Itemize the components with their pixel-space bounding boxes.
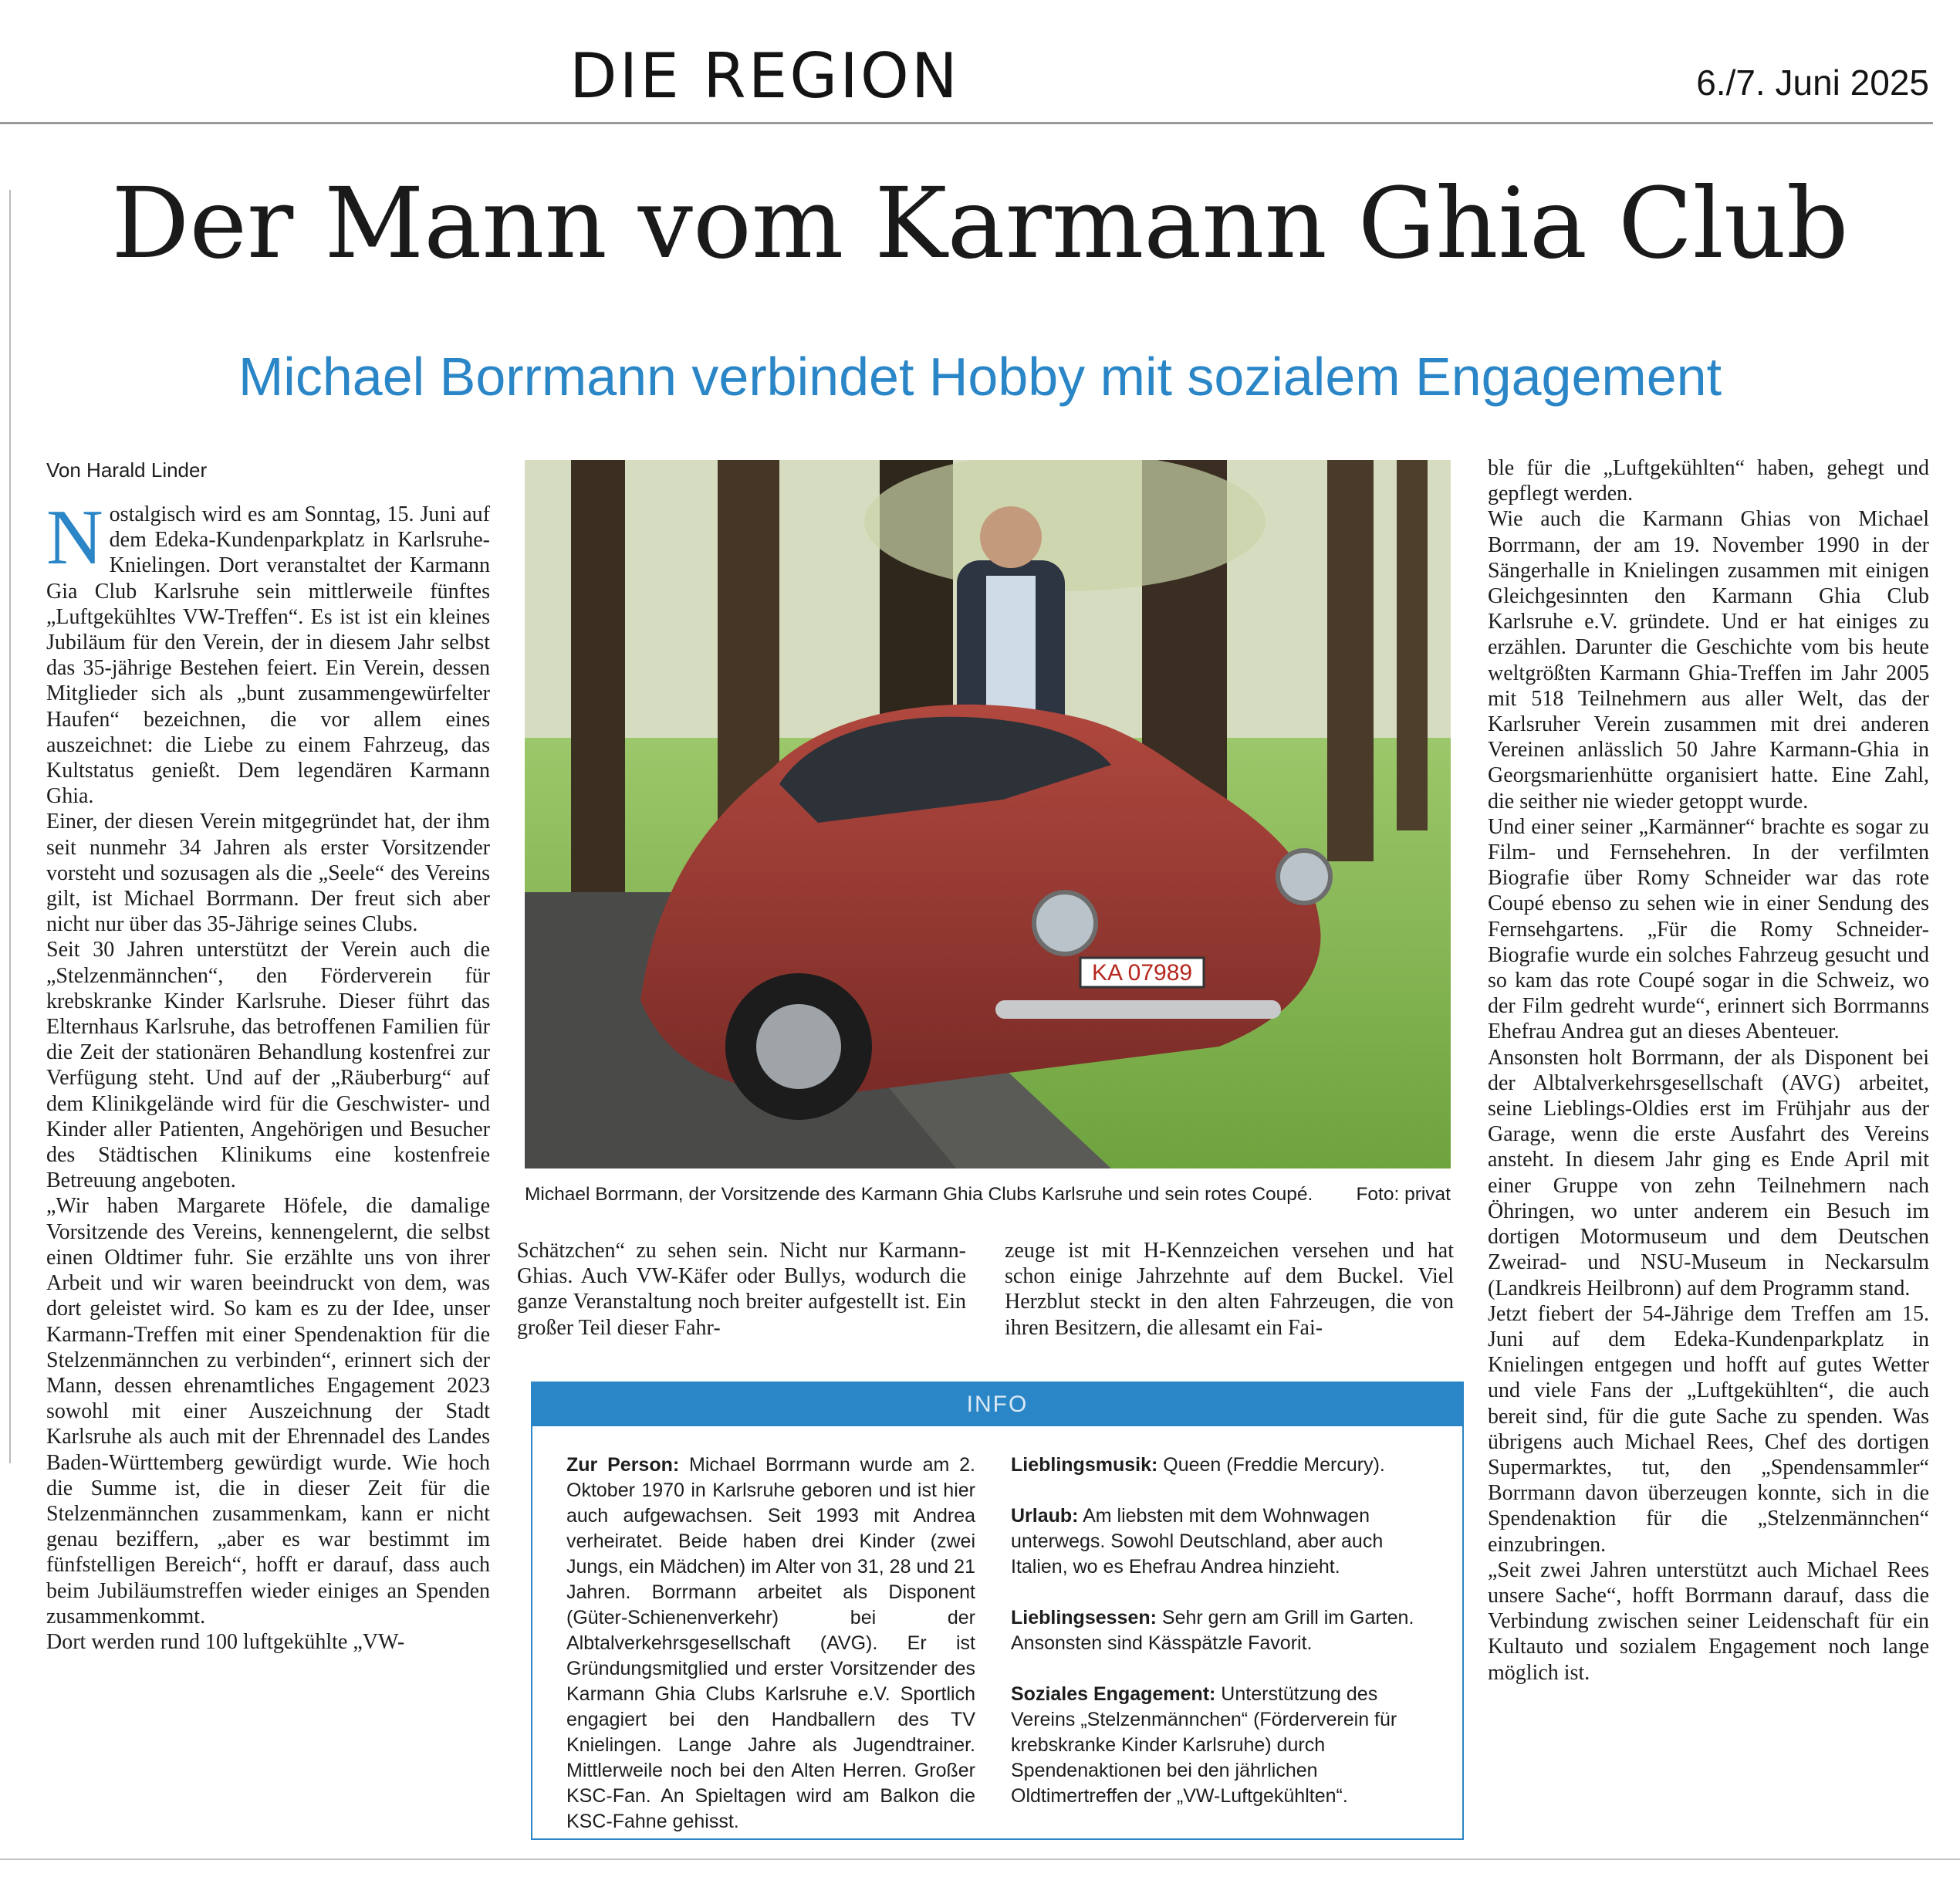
info-label: Zur Person: xyxy=(566,1454,680,1476)
photo-credit: Foto: privat xyxy=(1356,1184,1451,1205)
section-title: DIE REGION xyxy=(569,40,960,112)
article-column-5 xyxy=(1488,455,1929,1686)
article-column-4 xyxy=(1005,1238,1454,1341)
article-paragraph: „Wir haben Margarete Höfele, die damalige Vorsitzende des Vereins, kennengelernt, die selbst einen Oldtimer fuhr. Sie erzählte uns von ihrer Arbeit und wir waren beeindruckt von dem, was dort geleistet wird. So kam es zu der Idee, unser Karmann-Treffen mit einer Spendenaktion für die Stelzenmännchen zu verbinden“, erinnert sich der Mann, dessen ehrenamtliches Engagement 2023 sowohl mit einer Auszeichnung der Stadt Karlsruhe als auch mit der Ehrennadel des Landes Baden-Württemberg gewürdigt wurde. Wie hoch die Summe ist, die in dieser Zeit für die Stelzenmännchen zusammenkam, kann er nicht genau beziffern, „aber es war bestimmt im fünfstelligen Bereich“, hofft er darauf, dass auch beim Jubiläumstreffen wieder einiges an Spenden zusammenkommt. xyxy=(46,1194,490,1628)
subheadline: Michael Borrmann verbindet Hobby mit sozialem Engagement xyxy=(238,347,1722,407)
info-item: Lieblingsessen: Sehr gern am Grill im Garten. Ansonsten sind Kässpätzle Favorit. xyxy=(1011,1607,1414,1654)
article-paragraph: Schätzchen“ zu sehen sein. Nicht nur Karmann-Ghias. Auch VW-Käfer oder Bullys, wodurch die ganze Veranstaltung noch breiter aufgestellt ist. Ein großer Teil dieser Fahr- xyxy=(517,1239,966,1340)
info-label: Lieblingsmusik: xyxy=(1011,1454,1158,1476)
info-box xyxy=(531,1382,1464,1840)
license-plate: KA 07989 xyxy=(1091,960,1193,986)
info-column-2 xyxy=(1011,1453,1431,1835)
info-column-1 xyxy=(566,1453,975,1860)
karmann-ghia-photo xyxy=(525,460,1451,1168)
info-box-title: INFO xyxy=(532,1383,1462,1426)
article-paragraph: Einer, der diesen Verein mitgegründet hat, der ihm seit nunmehr 34 Jahren als erster Vorsitzender vorsteht und sozusagen als die „Seele“ des Vereins gilt, ist Michael Borrmann. Der freut sich aber nicht nur über das 35-Jährige seines Clubs. xyxy=(46,810,490,937)
article-paragraph: Dort werden rund 100 luftgekühlte „VW- xyxy=(46,1629,405,1654)
article-paragraph: Seit 30 Jahren unterstützt der Verein auch die „Stelzenmännchen“, den Förderverein für krebskranke Kinder Karlsruhe. Dieser führt das Elternhaus Karlsruhe, das betroffenen Familien für die Zeit der stationären Behandlung kostenfrei zur Verfügung steht. Und auf der „Räuberburg“ auf dem Klinikgelände wird für die Geschwister- und Kinder aller Patienten, Angehörigen und Besucher des Städtischen Klinikums eine kostenfreie Betreuung angeboten. xyxy=(46,938,490,1193)
byline: Von Harald Linder xyxy=(46,458,208,482)
info-label: Urlaub: xyxy=(1011,1505,1079,1527)
bottom-rule xyxy=(0,1858,1960,1860)
photo-caption xyxy=(525,1184,1451,1206)
article-photo xyxy=(525,460,1451,1168)
article-paragraph: Wie auch die Karmann Ghias von Michael Borrmann, der am 19. November 1990 in der Sängerhalle in Knielingen zusammen mit einigen Gleichgesinnten den Karmann Ghia Club Karlsruhe e.V. gründete. Und er hat einiges zu erzählen. Darunter die Geschichte vom bis heute weltgrößten Karmann Ghia-Treffen im Jahr 2005 mit 518 Teilnehmern aus aller Welt, das der Karlsruher Verein zusammen mit drei anderen Vereinen anlässlich 50 Jahre Karmann-Ghia in Georgsmarienhütte organisiert hatte. Eine Zahl, die seither nie wieder getoppt wurde. xyxy=(1488,507,1929,813)
info-item: Zur Person: Michael Borrmann wurde am 2. Oktober 1970 in Karlsruhe geboren und ist hier auch aufgewachsen. Seit 1993 mit Andrea verheiratet. Beide haben drei Kinder (zwei Jungs, ein Mädchen) im Alter von 31, 28 und 21 Jahren. Borrmann arbeitet als Disponent (Güter-Schienenverkehr) bei der Albtalverkehrsgesellschaft (AVG). Er ist Gründungsmitglied und erster Vorsitzender des Karmann Ghia Clubs Karlsruhe e.V. Sportlich engagiert bei den Handballern des TV Knielingen. Lange Jahre als Jugendtrainer. Mittlerweile noch bei den Alten Herren. Großer KSC-Fan. An Spieltagen wird am Balkon die KSC-Fahne gehisst. xyxy=(566,1454,976,1832)
info-label: Soziales Engagement: xyxy=(1011,1683,1216,1705)
article-column-3 xyxy=(517,1238,966,1341)
info-item: Urlaub: Am liebsten mit dem Wohnwagen unterwegs. Sowohl Deutschland, aber auch Italien, wo es Ehefrau Andrea hinzieht. xyxy=(1011,1505,1384,1578)
info-item: Lieblingsmusik: Queen (Freddie Mercury). xyxy=(1011,1454,1385,1476)
article-paragraph: „Seit zwei Jahren unterstützt auch Michael Rees unsere Sache“, hofft Borrmann darauf, dass die Verbindung zwischen seiner Leidenschaft für ein Kultauto und sozialem Engagement noch lange möglich ist. xyxy=(1488,1557,1929,1685)
article-paragraph: Jetzt fiebert der 54-Jährige dem Treffen am 15. Juni auf dem Edeka-Kundenparkplatz in Knielingen entgegen und hofft auf gutes Wetter und viele Fans der „Luftgekühlten“, die auch bereit sind, für die gute Sache zu spenden. Was übrigens auch Michael Rees, Chef des dortigen Supermarktes, tut, den „Spendensammler“ Borrmann davon überzeugen konnte, sich in die Spendenaktion für die „Stelzenmännchen“ einzubringen. xyxy=(1488,1301,1929,1557)
caption-text: Michael Borrmann, der Vorsitzende des Karmann Ghia Clubs Karlsruhe und sein rotes Coupé. xyxy=(525,1184,1313,1205)
article-paragraph: Nostalgisch wird es am Sonntag, 15. Juni auf dem Edeka-Kundenparkplatz in Karlsruhe-Knielingen. Dort veranstaltet der Karmann Gia Club Karlsruhe sein mittlerweile fünftes „Luftgekühltes VW-Treffen“. Es ist ist ein kleines Jubiläum für den Verein, der in diesem Jahr selbst das 35-jährige Bestehen feiert. Ein Verein, dessen Mitglieder sich als „bunt zusammengewürfelter Haufen“ bezeichnen, die vor allem eines auszeichnet: die Liebe zu einem Fahrzeug, das Kultstatus genießt. Dem legendären Karmann Ghia. xyxy=(46,494,490,809)
info-label: Lieblingsessen: xyxy=(1011,1607,1157,1628)
article-paragraph: Ansonsten holt Borrmann, der als Disponent bei der Albtalverkehrsgesellschaft (AVG) arbeitet, seine Lieblings-Oldies erst im Frühjahr aus der Garage, wenn die erste Ausfahrt des Vereins ansteht. In diesem Jahr ging es Ende April mit einer Gruppe von zehn Teilnehmern nach Öhringen, wo unter anderem ein Besuch im dortigen Motormuseum und dem Deutschen Zweirad- und NSU-Museum in Neckarsulm (Landkreis Heilbronn) auf dem Programm stand. xyxy=(1488,1045,1929,1300)
article-paragraph: zeuge ist mit H-Kennzeichen versehen und hat schon einige Jahrzehnte auf dem Buckel. Viel Herzblut steckt in den alten Fahrzeugen, die von ihren Besitzern, die allesamt ein Fai- xyxy=(1005,1239,1454,1340)
info-item: Soziales Engagement: Unterstützung des Vereins „Stelzenmännchen“ (Förderverein für krebskranke Kinder Karlsruhe) durch Spendenaktionen bei den jährlichen Oldtimertreffen der „VW-Luftgekühlten“. xyxy=(1011,1683,1397,1807)
article-paragraph: Und einer seiner „Karmänner“ brachte es sogar zu Film- und Fernsehehren. In der verfilmten Biografie über Romy Schneider war das rote Coupé ebenso zu sehen wie in einer Sendung des Fernsehgartens. „Für die Romy Schneider-Biografie wurde ein solches Fahrzeug gesucht und so kam das rote Coupé sogar in die Schweiz, wo der Film gedreht wurde“, erinnert sich Borrmanns Ehefrau Andrea gut an dieses Abenteuer. xyxy=(1488,814,1929,1044)
article-column-1 xyxy=(46,494,490,1655)
article-paragraph: ble für die „Luftgekühlten“ haben, gehegt und gepflegt werden. xyxy=(1488,456,1929,506)
headline: Der Mann vom Karmann Ghia Club xyxy=(111,167,1849,280)
drop-cap: N xyxy=(46,494,103,581)
issue-date: 6./7. Juni 2025 xyxy=(1696,63,1929,103)
top-rule xyxy=(0,122,1933,124)
